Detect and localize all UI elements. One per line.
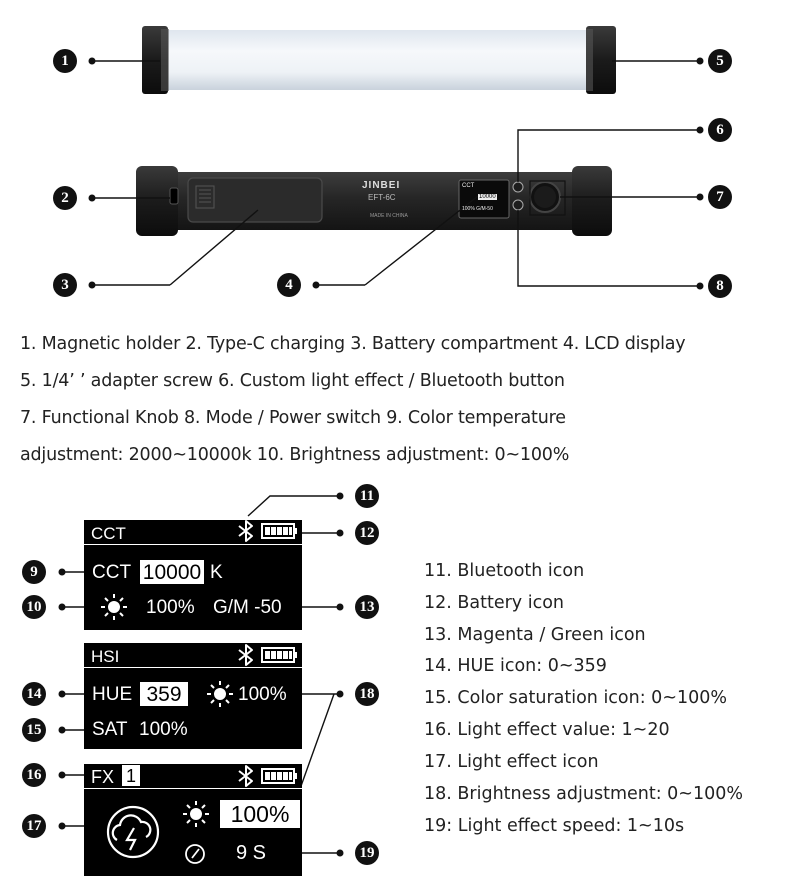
battery-compartment: [188, 178, 322, 222]
callout-1: 1: [53, 49, 77, 73]
screen-fx-header: [84, 764, 302, 789]
brand-logo-text: JINBEI: [362, 180, 401, 191]
body-right-cap: [572, 166, 612, 236]
callout-9: 9: [22, 560, 46, 584]
callout-10: 10: [22, 595, 46, 619]
body-lcd-line-1: CCT: [462, 183, 475, 189]
made-in-text: MADE IN CHINA: [370, 213, 408, 219]
legend-item-13: 13. Magenta / Green icon: [424, 625, 646, 645]
callout-2: 2: [53, 186, 77, 210]
callout-18: 18: [355, 682, 379, 706]
screen-fx: [84, 764, 302, 876]
callout-15: 15: [22, 718, 46, 742]
screen-hsi-brightness: 100%: [238, 684, 287, 705]
screen-fx-brightness: 100%: [220, 800, 300, 828]
custom-effect-button: [513, 182, 523, 192]
caption-line-2: 5. 1/4’ ’ adapter screw 6. Custom light effect / Bluetooth button: [20, 371, 565, 391]
legend-item-19: 19: Light effect speed: 1~10s: [424, 816, 685, 836]
screen-fx-title: FX: [91, 767, 115, 787]
screen-hsi: [84, 643, 302, 749]
tube-light-side: [142, 26, 616, 94]
screen-hsi-hue-value: 359: [140, 682, 188, 706]
legend-item-16: 16. Light effect value: 1~20: [424, 720, 670, 740]
screen-cct-title: CCT: [91, 524, 126, 543]
callout-16: 16: [22, 763, 46, 787]
caption-line-4: adjustment: 2000~10000k 10. Brightness adjustment: 0~100%: [20, 445, 570, 465]
screen-hsi-sat-label: SAT: [92, 719, 128, 740]
body-lcd-line-2: 10000: [479, 194, 496, 200]
callout-5: 5: [708, 49, 732, 73]
callout-17: 17: [22, 814, 46, 838]
type-c-port: [170, 188, 178, 204]
legend-item-18: 18. Brightness adjustment: 0~100%: [424, 784, 743, 804]
screen-fx-speed: 9 S: [236, 842, 267, 864]
callout-4: 4: [277, 273, 301, 297]
screen-cct: [84, 520, 302, 630]
body-lcd-line-3: 100% G/M-50: [462, 206, 493, 212]
callout-14: 14: [22, 682, 46, 706]
callout-7: 7: [708, 185, 732, 209]
legend-item-11: 11. Bluetooth icon: [424, 561, 585, 581]
legend-item-15: 15. Color saturation icon: 0~100%: [424, 688, 728, 708]
callout-3: 3: [53, 273, 77, 297]
mode-power-button: [513, 200, 523, 210]
screen-hsi-title: HSI: [91, 647, 120, 666]
caption-line-3: 7. Functional Knob 8. Mode / Power switch 9. Color temperature: [20, 408, 566, 428]
legend-item-17: 17. Light effect icon: [424, 752, 599, 772]
screen-cct-value: 10000: [140, 560, 204, 584]
callout-13: 13: [355, 595, 379, 619]
model-text: EFT-6C: [368, 193, 396, 202]
caption-line-1: 1. Magnetic holder 2. Type-C charging 3. Battery compartment 4. LCD display: [20, 334, 686, 354]
legend-item-12: 12. Battery icon: [424, 593, 565, 613]
screen-cct-brightness: 100%: [146, 597, 195, 618]
screen-cct-unit: K: [210, 562, 223, 583]
callout-12: 12: [355, 521, 379, 545]
legend-item-14: 14. HUE icon: 0~359: [424, 656, 607, 676]
screen-fx-value: 1: [122, 765, 140, 786]
callout-11: 11: [355, 484, 379, 508]
screen-cct-gm: G/M -50: [213, 597, 282, 618]
callout-19: 19: [355, 841, 379, 865]
screen-cct-label: CCT: [92, 562, 132, 583]
tube-diffuser: [158, 30, 598, 90]
screen-hsi-hue-label: HUE: [92, 684, 133, 705]
callout-6: 6: [708, 118, 732, 142]
screen-hsi-sat-value: 100%: [139, 719, 188, 740]
callout-8: 8: [708, 274, 732, 298]
